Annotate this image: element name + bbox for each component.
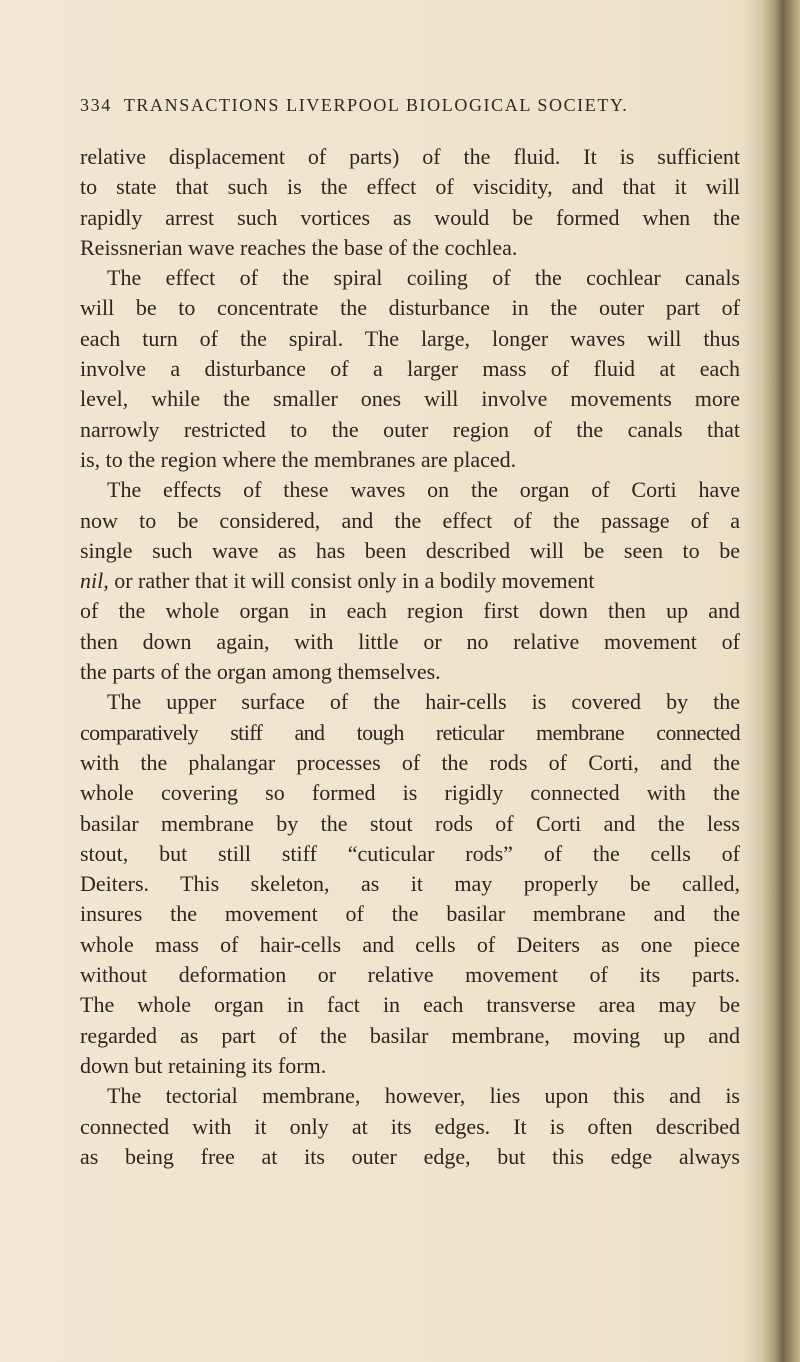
running-head	[80, 95, 720, 116]
italic-word: nil,	[80, 568, 109, 594]
text-line: down but retaining its form.	[80, 1052, 327, 1078]
text-line: Reissnerian wave reaches the base of the cochlea.	[80, 234, 518, 260]
body-text	[80, 142, 740, 1172]
text-line: involve a disturbance of a larger mass of fluid at each	[80, 356, 740, 382]
text-line-rest: or rather that it will consist only in a bodily movement	[114, 568, 595, 594]
text-line: relative displacement of parts) of the fluid. It is sufficient	[80, 144, 740, 169]
text-line: of the whole organ in each region first down then up and	[80, 598, 740, 624]
text-line: is, to the region where the membranes are placed.	[80, 446, 517, 472]
text-line: each turn of the spiral. The large, longer waves will thus	[80, 325, 740, 351]
text-line: then down again, with little or no relative movement of	[80, 628, 740, 654]
text-line: with the phalangar processes of the rods of Corti, and the	[80, 749, 740, 775]
text-line: to state that such is the effect of viscidity, and that it will	[80, 174, 740, 200]
text-line: the parts of the organ among themselves.	[80, 659, 441, 685]
text-line: insures the movement of the basilar membrane and the	[80, 901, 740, 927]
running-title: TRANSACTIONS LIVERPOOL BIOLOGICAL SOCIETY.	[123, 95, 629, 115]
text-line: as being free at its outer edge, but this edge always	[80, 1143, 740, 1169]
text-line: now to be considered, and the effect of the passage of a	[80, 507, 740, 533]
text-line: The tectorial membrane, however, lies upon this and is	[107, 1083, 740, 1109]
text-line: The upper surface of the hair-cells is covered by the	[107, 689, 740, 715]
text-line: stout, but still stiff “cuticular rods” of the cells of	[80, 840, 740, 866]
text-line: The effect of the spiral coiling of the cochlear canals	[107, 265, 740, 291]
text-line: basilar membrane by the stout rods of Corti and the less	[80, 810, 740, 836]
text-line: whole covering so formed is rigidly connected with the	[80, 780, 740, 806]
page-number: 334	[80, 95, 112, 115]
text-line: narrowly restricted to the outer region of the canals that	[80, 416, 740, 442]
text-line: The whole organ in fact in each transverse area may be	[80, 992, 740, 1018]
text-line: level, while the smaller ones will involve movements more	[80, 386, 740, 412]
text-line: regarded as part of the basilar membrane, moving up and	[80, 1022, 740, 1048]
text-line: whole mass of hair-cells and cells of Deiters as one piece	[80, 931, 740, 957]
book-spine-edge	[762, 0, 800, 1362]
text-line: single such wave as has been described will be seen to be	[80, 537, 740, 563]
text-line: will be to concentrate the disturbance in the outer part of	[80, 295, 740, 321]
text-line: The effects of these waves on the organ of Corti have	[107, 477, 740, 503]
text-line: without deformation or relative movement of its parts.	[80, 962, 740, 988]
text-line	[80, 566, 740, 596]
text-line: Deiters. This skeleton, as it may properly be called,	[80, 871, 740, 897]
text-line: connected with it only at its edges. It is often described	[80, 1113, 740, 1139]
text-line: comparatively stiff and tough reticular membrane connected	[80, 719, 740, 745]
text-line: rapidly arrest such vortices as would be formed when the	[80, 204, 740, 230]
